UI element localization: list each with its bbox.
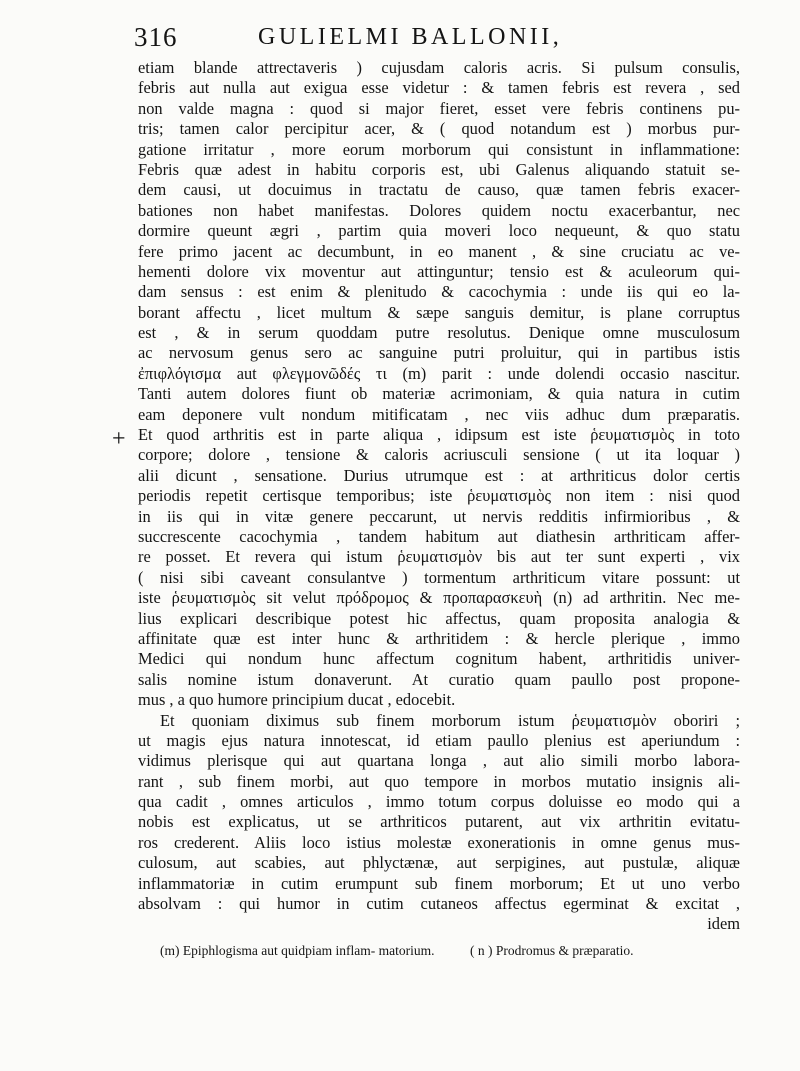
text-line: eam deponere vult nondum mitificatam , nec viis adhuc dum præparatis. xyxy=(138,404,740,424)
text-line: qua cadit , omnes articulos , immo totum corpus doluisse eo modo qui a xyxy=(138,792,740,812)
text-line: vidimus plerisque qui aut quartana longa , aut alio simili morbo labora- xyxy=(138,751,740,771)
text-line: inflammatoriæ in cutim erumpunt sub finem morborum; Et ut uno verbo xyxy=(138,873,740,893)
text-line: ἐπιφλόγισμα aut φλεγμονῶδές τι (m) parit : unde dolendi occasio nascitur. xyxy=(138,363,740,383)
text-line: ros crederent. Aliis loco istius molestæ exonerationis in omne genus mus- xyxy=(138,832,740,852)
text-line: fere primo jacent ac decumbunt, in eo manent , & sine cruciatu ac ve- xyxy=(138,241,740,261)
page-header xyxy=(134,22,634,58)
text-line: corpore; dolore , tensione & caloris acriusculi sensione ( ut ita loquar ) xyxy=(138,445,740,465)
footnote-n: ( n ) Prodromus & præparatio. xyxy=(470,943,634,958)
text-line: gatione irritatur , more eorum morborum qui consistunt in inflammatione: xyxy=(138,139,740,159)
text-line: mus , a quo humore principium ducat , edocebit. xyxy=(138,690,456,710)
text-line: dormire queunt ægri , partim quia moveri loco nequeunt, & quo statu xyxy=(138,221,740,241)
text-line: Et quod arthritis est in parte aliqua , idipsum est iste ῥευματισμὸς in toto xyxy=(138,425,740,445)
text-line: non valde magna : quod si major fieret, esset vere febris continens pu- xyxy=(138,98,740,118)
catchword: idem xyxy=(707,914,740,934)
text-line: tris; tamen calor percipitur acer, & ( quod notandum est ) morbus pur- xyxy=(138,119,740,139)
text-line: bationes non habet manifestas. Dolores quidem noctu exacerbantur, nec xyxy=(138,200,740,220)
text-line: dem causi, ut docuimus in tractatu de causo, quæ tamen febris exacer- xyxy=(138,180,740,200)
text-line: in iis qui in vitæ genere peccarunt, ut nervis redditis infirmioribus , & xyxy=(138,506,740,526)
text-line: etiam blande attrectaveris ) cujusdam caloris acris. Si pulsum consulis, xyxy=(138,58,740,77)
footnote-m: (m) Epiphlogisma aut quidpiam inflam- matorium. xyxy=(160,943,435,958)
text-line: ac nervosum genus sero ac sanguine putri proluitur, qui in partibus istis xyxy=(138,343,740,363)
text-line: affinitate quæ est inter hunc & arthritidem : & hercle plerique , immo xyxy=(138,628,740,648)
text-line: succrescente cacochymia , tandem habitum aut diathesin arthriticam affer- xyxy=(138,526,740,546)
margin-cross-mark: + xyxy=(112,426,126,452)
text-line: est , & in serum quoddam putre resolutus. Denique omne musculosum xyxy=(138,323,740,343)
text-line: lius explicari describique potest hic affectus, quam proposita analogia & xyxy=(138,608,740,628)
text-line: Tanti autem dolores fiunt ob materiæ acrimoniam, & quia natura in cutim xyxy=(138,384,740,404)
running-head: GULIELMI BALLONII, xyxy=(258,24,563,50)
text-line: nobis est explicatus, ut se arthriticos putarent, aut vix arthritin evitatu- xyxy=(138,812,740,832)
text-line: rant , sub finem morbi, aut quo tempore in morbos mutatio insignis ali- xyxy=(138,771,740,791)
text-line: hementi dolore vix moventur aut attinguntur; tensio est & aculeorum qui- xyxy=(138,261,740,281)
text-line: alii dicunt , sensatione. Durius utrumque est : at arthriticus dolor certis xyxy=(138,465,740,485)
text-line: Medici qui nondum hunc affectum cognitum habent, arthritidis univer- xyxy=(138,649,740,669)
text-line: dam sensus : est enim & plenitudo & cacochymia : unde iis qui eo la- xyxy=(138,282,740,302)
text-line: iste ῥευματισμὸς sit velut πρόδρομος & προπαρασκευὴ (n) ad arthritin. Nec me- xyxy=(138,588,740,608)
text-line: ut magis ejus natura innotescat, id etiam paullo plenius est aperiundum : xyxy=(138,730,740,750)
text-line: culosum, aut scabies, aut phlyctænæ, aut serpigines, aut pustulæ, aliquæ xyxy=(138,853,740,873)
text-line: Et quoniam diximus sub finem morborum istum ῥευματισμὸν oboriri ; xyxy=(160,710,740,730)
page-number: 316 xyxy=(134,22,178,52)
body-text xyxy=(138,58,740,935)
text-line: periodis repetit certisque temporibus; iste ῥευματισμὸς non item : nisi quod xyxy=(138,486,740,506)
text-line: absolvam : qui humor in cutim cutaneos affectus egerminat & excitat , xyxy=(138,894,740,914)
text-line: Febris quæ adest in habitu corporis est, ubi Galenus aliquando statuit se- xyxy=(138,159,740,179)
text-line: febris aut nulla aut exigua esse videtur : & tamen febris est revera , sed xyxy=(138,78,740,98)
text-line: re posset. Et revera qui istum ῥευματισμὸν bis aut ter sunt experti , vix xyxy=(138,547,740,567)
text-line: borant affectu , licet multum & sæpe sanguis demitur, is plane corruptus xyxy=(138,302,740,322)
text-line: salis nomine istum donaverunt. At curatio quam paullo post propone- xyxy=(138,669,740,689)
text-line: ( nisi sibi caveant consulantve ) tormentum arthriticum vitare possunt: ut xyxy=(138,567,740,587)
